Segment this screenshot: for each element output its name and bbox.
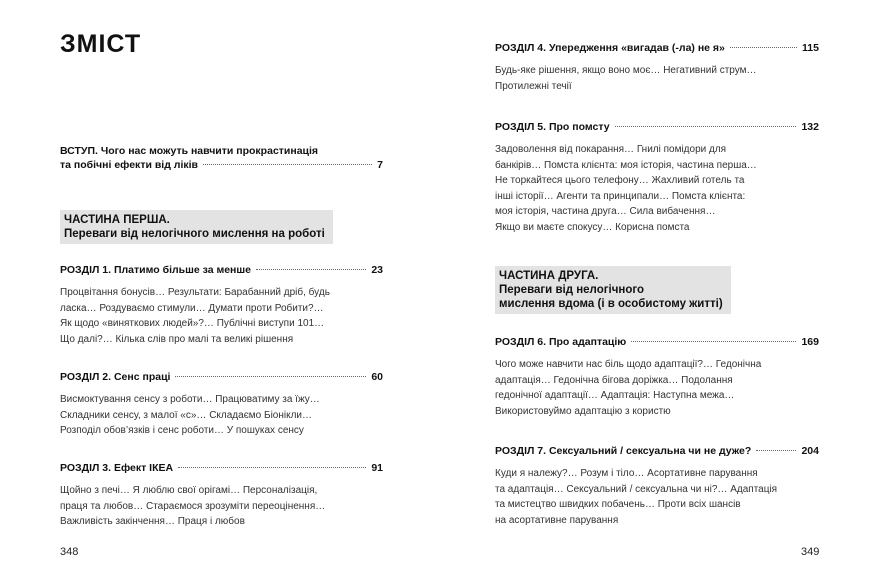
chapter-3-sections: Щойно з печі… Я люблю свої орігамі… Персоналізація, праця та любов… Стараємося зрозуміти переоцінення… Важливість закінчення… Праця і любов	[60, 485, 326, 527]
dot-leader	[203, 164, 372, 165]
toc-title: ЗМІСТ	[60, 30, 142, 58]
intro-entry	[60, 144, 383, 172]
page-number-left: 348	[60, 546, 79, 558]
chapter-2-sections: Висмоктування сенсу з роботи… Працюватиму за їжу… Складники сенсу, з малої «с»… Складаємо Біонікли… Розподіл обов’язків і сенс роботи… У пошуках сенсу	[60, 394, 320, 436]
intro-title-line1: ВСТУП. Чого нас можуть навчити прокрастинація	[60, 145, 319, 157]
chapter-6-sections: Чого може навчити нас біль щодо адаптації?… Гедонічна адаптація… Гедонічна бігова доріжка… Подолання гедонічної адаптації… Адаптація: Наступна межа… Використовуймо адаптацію з користю	[495, 359, 762, 417]
chapter-7	[495, 444, 819, 528]
chapter-5-sections: Задоволення від покарання… Гнилі помідори для банкірів… Помста клієнта: моя історія, частина перша… Не торкайтеся цього телефону… Жахливий готель та інші історії… Агенти та принципали… Помста клієнта: моя історія, частина друга… Сила вибачення… Якщо ви маєте спокусу… Корисна помста	[495, 144, 757, 233]
chapter-5-title: РОЗДІЛ 5. Про помсту	[495, 121, 610, 133]
dot-leader	[256, 269, 366, 270]
chapter-3-page: 91	[371, 462, 383, 474]
chapter-4-page: 115	[802, 42, 819, 54]
part-one-heading: ЧАСТИНА ПЕРША. Переваги від нелогічного мислення на роботі	[60, 210, 333, 244]
chapter-5-page: 132	[801, 121, 819, 133]
chapter-5	[495, 120, 819, 235]
chapter-4	[495, 41, 819, 94]
chapter-2-page: 60	[371, 371, 383, 383]
dot-leader	[615, 126, 797, 127]
dot-leader	[756, 450, 796, 451]
intro-title-line2: та побічні ефекти від ліків	[60, 159, 198, 171]
chapter-2-title: РОЗДІЛ 2. Сенс праці	[60, 371, 171, 383]
chapter-1-page: 23	[371, 264, 383, 276]
chapter-6	[495, 335, 819, 419]
chapter-1	[60, 263, 383, 347]
chapter-3-title: РОЗДІЛ 3. Ефект ІКЕА	[60, 462, 174, 474]
dot-leader	[178, 467, 366, 468]
right-page	[435, 0, 870, 587]
intro-page: 7	[377, 159, 383, 171]
dot-leader	[730, 47, 797, 48]
chapter-7-title: РОЗДІЛ 7. Сексуальний / сексуальна чи не дуже?	[495, 445, 752, 457]
chapter-1-title: РОЗДІЛ 1. Платимо більше за менше	[60, 264, 251, 276]
page-number-right: 349	[801, 546, 820, 558]
part-two-heading: ЧАСТИНА ДРУГА. Переваги від нелогічного мислення вдома (і в особистому житті)	[495, 266, 731, 314]
chapter-4-sections: Будь-яке рішення, якщо воно моє… Негативний струм… Протилежні течії	[495, 65, 757, 92]
chapter-2	[60, 370, 383, 439]
chapter-6-page: 169	[801, 336, 819, 348]
chapter-7-sections: Куди я належу?… Розум і тіло… Асортативне парування та адаптація… Сексуальний / сексуальна чи ні?… Адаптація та мистецтво швидких побачень… Проти всіх шансів на асортативне парування	[495, 468, 778, 526]
chapter-7-page: 204	[801, 445, 819, 457]
chapter-4-title: РОЗДІЛ 4. Упередження «вигадав (-ла) не я»	[495, 42, 725, 54]
chapter-1-sections: Процвітання бонусів… Результати: Барабанний дріб, будь ласка… Роздуваємо стимули… Думати проти Робити?… Як щодо «виняткових людей»?… Публічні виступи 101… Що далі?… Кілька слів про малі та великі рішення	[60, 287, 330, 345]
dot-leader	[175, 376, 366, 377]
chapter-3	[60, 461, 383, 530]
chapter-6-title: РОЗДІЛ 6. Про адаптацію	[495, 336, 627, 348]
dot-leader	[631, 341, 796, 342]
